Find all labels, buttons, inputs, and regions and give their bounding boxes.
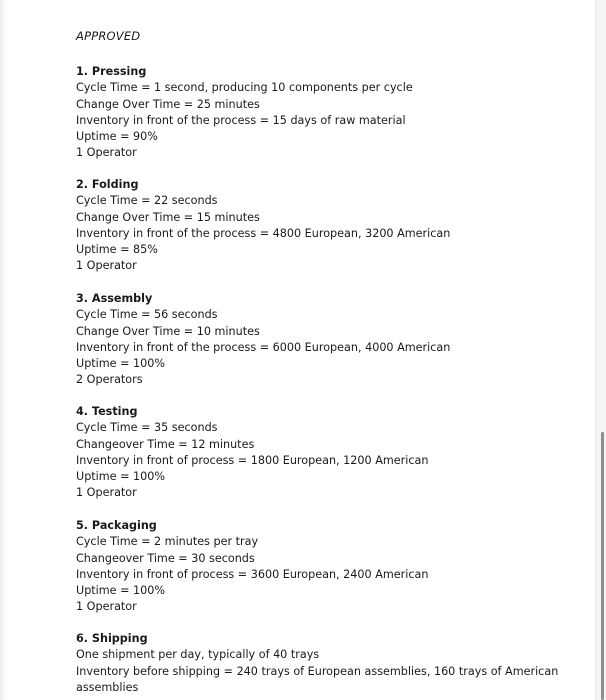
scroll-track[interactable] — [595, 0, 606, 700]
section-shipping — [76, 631, 576, 696]
operators-line: 1 Operator — [76, 486, 137, 500]
cycle-time-line: Cycle Time = 56 seconds — [76, 308, 218, 322]
section-title: 2. Folding — [76, 178, 139, 191]
section-packaging — [76, 518, 576, 616]
changeover-time-line: Changeover Time = 30 seconds — [76, 551, 255, 565]
scrollbar-thumb[interactable] — [601, 432, 604, 700]
uptime-line: Uptime = 100% — [76, 470, 166, 484]
uptime-line: Uptime = 100% — [76, 357, 166, 371]
section-pressing — [76, 64, 576, 162]
approval-status: APPROVED — [76, 29, 141, 43]
page-left-edge — [0, 0, 6, 700]
section-title: 4. Testing — [76, 405, 138, 418]
inventory-line: Inventory in front of the process = 6000 European, 4000 American — [76, 340, 451, 354]
cycle-time-line: Cycle Time = 22 seconds — [76, 194, 218, 208]
section-folding — [76, 177, 576, 275]
section-title: 1. Pressing — [76, 65, 147, 78]
section-testing — [76, 404, 576, 502]
changeover-time-line: Changeover Time = 12 minutes — [76, 437, 255, 451]
uptime-line: Uptime = 85% — [76, 243, 158, 257]
operators-line: 1 Operator — [76, 600, 137, 614]
cycle-time-line: Cycle Time = 1 second, producing 10 components per cycle — [76, 81, 413, 95]
cycle-time-line: Cycle Time = 2 minutes per tray — [76, 535, 259, 549]
operators-line: 2 Operators — [76, 373, 143, 387]
section-title: 6. Shipping — [76, 632, 148, 645]
changeover-time-line: Change Over Time = 15 minutes — [76, 210, 260, 224]
cycle-time-line: Cycle Time = 35 seconds — [76, 421, 218, 435]
section-title: 3. Assembly — [76, 292, 153, 305]
section-title: 5. Packaging — [76, 519, 157, 532]
inventory-line: Inventory before shipping = 240 trays of European assemblies, 160 trays of American assemblies — [76, 664, 559, 694]
uptime-line: Uptime = 90% — [76, 130, 158, 144]
inventory-line: Inventory in front of the process = 4800 European, 3200 American — [76, 226, 451, 240]
inventory-line: Inventory in front of the process = 15 days of raw material — [76, 113, 406, 127]
uptime-line: Uptime = 100% — [76, 584, 166, 598]
changeover-time-line: Change Over Time = 10 minutes — [76, 324, 260, 338]
inventory-line: Inventory in front of process = 1800 European, 1200 American — [76, 453, 429, 467]
shipment-frequency-line: One shipment per day, typically of 40 trays — [76, 648, 320, 662]
section-assembly — [76, 291, 576, 389]
changeover-time-line: Change Over Time = 25 minutes — [76, 97, 260, 111]
operators-line: 1 Operator — [76, 146, 137, 160]
inventory-line: Inventory in front of process = 3600 European, 2400 American — [76, 567, 429, 581]
operators-line: 1 Operator — [76, 259, 137, 273]
